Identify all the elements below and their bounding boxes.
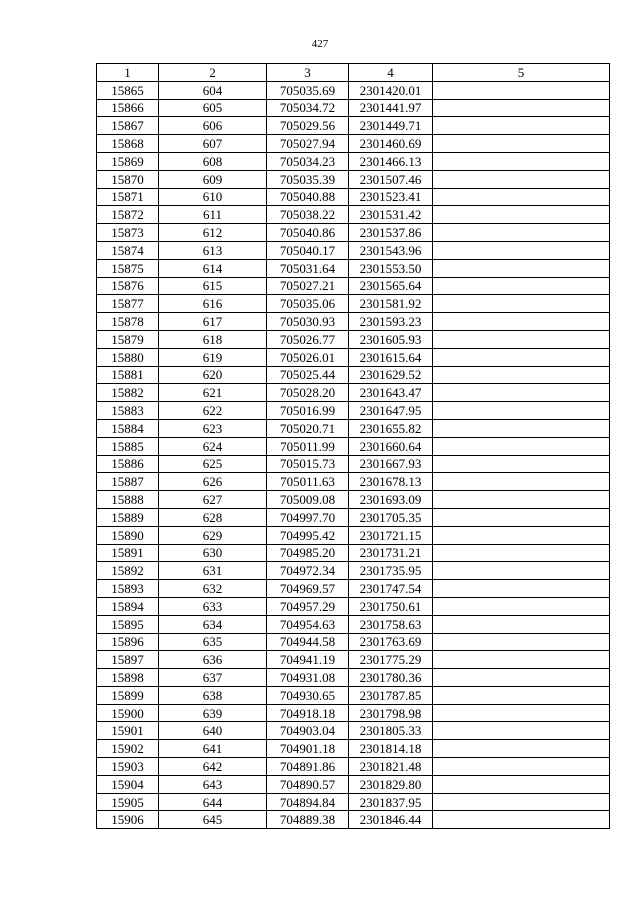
table-row — [97, 491, 610, 509]
table-cell-col-3: 705027.94 — [267, 135, 349, 153]
table-cell-col-4: 2301805.33 — [349, 722, 433, 740]
table-cell-col-2: 611 — [159, 206, 267, 224]
table-cell-col-3: 705034.72 — [267, 99, 349, 117]
table-cell-col-5 — [433, 651, 610, 669]
table-cell-col-2: 604 — [159, 81, 267, 99]
table-cell-col-4: 2301693.09 — [349, 491, 433, 509]
table-cell-col-3: 704969.57 — [267, 580, 349, 598]
table-cell-col-1: 15882 — [97, 384, 159, 402]
table-cell-col-4: 2301647.95 — [349, 402, 433, 420]
table-cell-col-4: 2301705.35 — [349, 508, 433, 526]
table-cell-col-3: 704997.70 — [267, 508, 349, 526]
table-cell-col-3: 704901.18 — [267, 740, 349, 758]
table-cell-col-1: 15880 — [97, 348, 159, 366]
table-cell-col-5 — [433, 259, 610, 277]
table-row — [97, 455, 610, 473]
table-cell-col-1: 15865 — [97, 81, 159, 99]
table-cell-col-1: 15870 — [97, 170, 159, 188]
table-cell-col-2: 632 — [159, 580, 267, 598]
table-cell-col-3: 705026.77 — [267, 330, 349, 348]
table-cell-col-1: 15875 — [97, 259, 159, 277]
table-row — [97, 99, 610, 117]
table-cell-col-2: 624 — [159, 437, 267, 455]
table-cell-col-1: 15901 — [97, 722, 159, 740]
table-cell-col-1: 15874 — [97, 241, 159, 259]
column-header-5: 5 — [433, 64, 610, 82]
table-cell-col-5 — [433, 722, 610, 740]
table-cell-col-5 — [433, 437, 610, 455]
table-cell-col-4: 2301537.86 — [349, 224, 433, 242]
table-cell-col-4: 2301731.21 — [349, 544, 433, 562]
table-cell-col-2: 639 — [159, 704, 267, 722]
table-cell-col-5 — [433, 704, 610, 722]
table-row — [97, 669, 610, 687]
table-cell-col-5 — [433, 188, 610, 206]
column-header-3: 3 — [267, 64, 349, 82]
table-cell-col-1: 15867 — [97, 117, 159, 135]
table-row — [97, 740, 610, 758]
table-cell-col-5 — [433, 775, 610, 793]
table-cell-col-5 — [433, 758, 610, 776]
table-cell-col-4: 2301593.23 — [349, 313, 433, 331]
table-cell-col-2: 608 — [159, 152, 267, 170]
table-cell-col-1: 15905 — [97, 793, 159, 811]
table-cell-col-4: 2301763.69 — [349, 633, 433, 651]
table-cell-col-2: 614 — [159, 259, 267, 277]
table-cell-col-3: 705016.99 — [267, 402, 349, 420]
table-cell-col-3: 704957.29 — [267, 597, 349, 615]
table-cell-col-5 — [433, 669, 610, 687]
table-cell-col-3: 705011.63 — [267, 473, 349, 491]
table-cell-col-2: 638 — [159, 686, 267, 704]
table-cell-col-3: 704972.34 — [267, 562, 349, 580]
table-cell-col-2: 618 — [159, 330, 267, 348]
table-cell-col-5 — [433, 562, 610, 580]
table-cell-col-5 — [433, 313, 610, 331]
table-cell-col-5 — [433, 224, 610, 242]
table-cell-col-1: 15877 — [97, 295, 159, 313]
table-cell-col-2: 634 — [159, 615, 267, 633]
table-cell-col-4: 2301735.95 — [349, 562, 433, 580]
table-cell-col-5 — [433, 135, 610, 153]
table-row — [97, 508, 610, 526]
table-cell-col-5 — [433, 491, 610, 509]
table-cell-col-5 — [433, 81, 610, 99]
table-cell-col-3: 705040.17 — [267, 241, 349, 259]
table-cell-col-2: 612 — [159, 224, 267, 242]
table-cell-col-4: 2301441.97 — [349, 99, 433, 117]
table-cell-col-2: 636 — [159, 651, 267, 669]
page-number: 427 — [311, 38, 329, 50]
table-cell-col-3: 704944.58 — [267, 633, 349, 651]
table-cell-col-1: 15902 — [97, 740, 159, 758]
table-cell-col-3: 705038.22 — [267, 206, 349, 224]
table-row — [97, 170, 610, 188]
table-cell-col-1: 15872 — [97, 206, 159, 224]
table-cell-col-4: 2301507.46 — [349, 170, 433, 188]
table-cell-col-5 — [433, 740, 610, 758]
table-cell-col-2: 635 — [159, 633, 267, 651]
table-cell-col-4: 2301787.85 — [349, 686, 433, 704]
table-row — [97, 775, 610, 793]
table-cell-col-4: 2301798.98 — [349, 704, 433, 722]
table-cell-col-3: 705026.01 — [267, 348, 349, 366]
table-cell-col-2: 607 — [159, 135, 267, 153]
table-cell-col-5 — [433, 366, 610, 384]
table-row — [97, 722, 610, 740]
table-cell-col-1: 15884 — [97, 419, 159, 437]
table-row — [97, 384, 610, 402]
table-row — [97, 526, 610, 544]
table-cell-col-2: 626 — [159, 473, 267, 491]
table-cell-col-3: 705025.44 — [267, 366, 349, 384]
table-cell-col-4: 2301449.71 — [349, 117, 433, 135]
coordinates-table — [96, 63, 610, 829]
table-cell-col-3: 705020.71 — [267, 419, 349, 437]
table-cell-col-4: 2301643.47 — [349, 384, 433, 402]
table-row — [97, 419, 610, 437]
table-cell-col-3: 704903.04 — [267, 722, 349, 740]
table-cell-col-3: 705040.88 — [267, 188, 349, 206]
table-cell-col-4: 2301660.64 — [349, 437, 433, 455]
table-cell-col-4: 2301466.13 — [349, 152, 433, 170]
table-cell-col-1: 15893 — [97, 580, 159, 598]
table-row — [97, 544, 610, 562]
table-row — [97, 580, 610, 598]
table-cell-col-1: 15871 — [97, 188, 159, 206]
table-cell-col-1: 15883 — [97, 402, 159, 420]
table-cell-col-1: 15897 — [97, 651, 159, 669]
column-header-2: 2 — [159, 64, 267, 82]
table-cell-col-1: 15869 — [97, 152, 159, 170]
table-cell-col-5 — [433, 206, 610, 224]
table-row — [97, 811, 610, 829]
table-cell-col-1: 15906 — [97, 811, 159, 829]
table-cell-col-2: 627 — [159, 491, 267, 509]
table-cell-col-3: 705031.64 — [267, 259, 349, 277]
table-cell-col-5 — [433, 348, 610, 366]
table-cell-col-5 — [433, 811, 610, 829]
table-cell-col-1: 15886 — [97, 455, 159, 473]
table-row — [97, 615, 610, 633]
table-cell-col-5 — [433, 117, 610, 135]
table-cell-col-2: 644 — [159, 793, 267, 811]
table-cell-col-1: 15899 — [97, 686, 159, 704]
table-cell-col-5 — [433, 793, 610, 811]
table-cell-col-2: 633 — [159, 597, 267, 615]
table-cell-col-1: 15866 — [97, 99, 159, 117]
table-body — [97, 81, 610, 828]
table-row — [97, 330, 610, 348]
table-row — [97, 704, 610, 722]
table-cell-col-5 — [433, 402, 610, 420]
table-row — [97, 81, 610, 99]
table-cell-col-3: 705029.56 — [267, 117, 349, 135]
table-cell-col-3: 705009.08 — [267, 491, 349, 509]
table-row — [97, 135, 610, 153]
table-cell-col-3: 704890.57 — [267, 775, 349, 793]
table-cell-col-1: 15900 — [97, 704, 159, 722]
table-cell-col-3: 705011.99 — [267, 437, 349, 455]
table-cell-col-5 — [433, 170, 610, 188]
table-cell-col-4: 2301460.69 — [349, 135, 433, 153]
table-cell-col-4: 2301747.54 — [349, 580, 433, 598]
table-header-row — [97, 64, 610, 82]
table-row — [97, 651, 610, 669]
table-row — [97, 295, 610, 313]
table-cell-col-3: 704995.42 — [267, 526, 349, 544]
table-cell-col-1: 15881 — [97, 366, 159, 384]
table-cell-col-1: 15895 — [97, 615, 159, 633]
table-cell-col-4: 2301531.42 — [349, 206, 433, 224]
table-cell-col-3: 704941.19 — [267, 651, 349, 669]
table-cell-col-5 — [433, 419, 610, 437]
table-row — [97, 562, 610, 580]
table-cell-col-5 — [433, 241, 610, 259]
table-cell-col-4: 2301829.80 — [349, 775, 433, 793]
table-cell-col-3: 705015.73 — [267, 455, 349, 473]
table-cell-col-4: 2301543.96 — [349, 241, 433, 259]
table-cell-col-1: 15904 — [97, 775, 159, 793]
table-cell-col-4: 2301629.52 — [349, 366, 433, 384]
table-row — [97, 152, 610, 170]
table-cell-col-3: 705027.21 — [267, 277, 349, 295]
table-cell-col-4: 2301837.95 — [349, 793, 433, 811]
table-cell-col-5 — [433, 597, 610, 615]
table-row — [97, 473, 610, 491]
table-cell-col-5 — [433, 580, 610, 598]
table-row — [97, 758, 610, 776]
table-row — [97, 206, 610, 224]
table-cell-col-3: 705034.23 — [267, 152, 349, 170]
table-cell-col-3: 704889.38 — [267, 811, 349, 829]
table-row — [97, 277, 610, 295]
table-row — [97, 686, 610, 704]
table-cell-col-3: 704985.20 — [267, 544, 349, 562]
table-cell-col-5 — [433, 277, 610, 295]
table-row — [97, 348, 610, 366]
table-cell-col-4: 2301523.41 — [349, 188, 433, 206]
table-cell-col-5 — [433, 384, 610, 402]
table-cell-col-2: 623 — [159, 419, 267, 437]
table-cell-col-5 — [433, 544, 610, 562]
table-cell-col-2: 625 — [159, 455, 267, 473]
table-cell-col-3: 704891.86 — [267, 758, 349, 776]
table-cell-col-3: 705035.39 — [267, 170, 349, 188]
table-cell-col-4: 2301605.93 — [349, 330, 433, 348]
table-cell-col-4: 2301581.92 — [349, 295, 433, 313]
table-cell-col-2: 605 — [159, 99, 267, 117]
column-header-1: 1 — [97, 64, 159, 82]
table-cell-col-2: 620 — [159, 366, 267, 384]
table-cell-col-1: 15878 — [97, 313, 159, 331]
table-cell-col-1: 15898 — [97, 669, 159, 687]
table-cell-col-2: 637 — [159, 669, 267, 687]
table-row — [97, 793, 610, 811]
table-cell-col-4: 2301758.63 — [349, 615, 433, 633]
table-cell-col-2: 643 — [159, 775, 267, 793]
table-row — [97, 366, 610, 384]
table-cell-col-1: 15873 — [97, 224, 159, 242]
table-cell-col-1: 15889 — [97, 508, 159, 526]
table-cell-col-5 — [433, 526, 610, 544]
table-cell-col-1: 15868 — [97, 135, 159, 153]
table-cell-col-5 — [433, 455, 610, 473]
table-cell-col-1: 15888 — [97, 491, 159, 509]
table-cell-col-4: 2301420.01 — [349, 81, 433, 99]
table-cell-col-2: 629 — [159, 526, 267, 544]
table-cell-col-4: 2301846.44 — [349, 811, 433, 829]
table-cell-col-3: 705028.20 — [267, 384, 349, 402]
table-cell-col-3: 705035.69 — [267, 81, 349, 99]
table-row — [97, 633, 610, 651]
table-cell-col-5 — [433, 686, 610, 704]
table-cell-col-2: 619 — [159, 348, 267, 366]
table-row — [97, 188, 610, 206]
table-cell-col-1: 15887 — [97, 473, 159, 491]
table-cell-col-5 — [433, 508, 610, 526]
table-cell-col-4: 2301750.61 — [349, 597, 433, 615]
table-cell-col-3: 704894.84 — [267, 793, 349, 811]
table-cell-col-3: 705040.86 — [267, 224, 349, 242]
table-cell-col-2: 609 — [159, 170, 267, 188]
table-cell-col-4: 2301821.48 — [349, 758, 433, 776]
table-cell-col-5 — [433, 295, 610, 313]
table-row — [97, 117, 610, 135]
table-cell-col-4: 2301667.93 — [349, 455, 433, 473]
table-cell-col-5 — [433, 473, 610, 491]
table-cell-col-2: 642 — [159, 758, 267, 776]
table-cell-col-3: 704931.08 — [267, 669, 349, 687]
table-cell-col-3: 705035.06 — [267, 295, 349, 313]
table-cell-col-2: 622 — [159, 402, 267, 420]
table-cell-col-1: 15891 — [97, 544, 159, 562]
table-cell-col-2: 640 — [159, 722, 267, 740]
table-cell-col-4: 2301678.13 — [349, 473, 433, 491]
table-cell-col-4: 2301775.29 — [349, 651, 433, 669]
table-cell-col-4: 2301814.18 — [349, 740, 433, 758]
table-cell-col-4: 2301780.36 — [349, 669, 433, 687]
table-cell-col-5 — [433, 615, 610, 633]
table-cell-col-2: 606 — [159, 117, 267, 135]
table-cell-col-2: 630 — [159, 544, 267, 562]
column-header-4: 4 — [349, 64, 433, 82]
table-cell-col-4: 2301553.50 — [349, 259, 433, 277]
table-cell-col-2: 621 — [159, 384, 267, 402]
table-cell-col-5 — [433, 330, 610, 348]
table-row — [97, 313, 610, 331]
table-row — [97, 224, 610, 242]
table-cell-col-2: 631 — [159, 562, 267, 580]
table-cell-col-2: 615 — [159, 277, 267, 295]
table-cell-col-1: 15876 — [97, 277, 159, 295]
table-cell-col-2: 641 — [159, 740, 267, 758]
table-row — [97, 437, 610, 455]
table-cell-col-3: 705030.93 — [267, 313, 349, 331]
table-cell-col-3: 704918.18 — [267, 704, 349, 722]
table-cell-col-2: 616 — [159, 295, 267, 313]
table-row — [97, 597, 610, 615]
table-row — [97, 402, 610, 420]
table-cell-col-2: 645 — [159, 811, 267, 829]
table-cell-col-4: 2301655.82 — [349, 419, 433, 437]
table-cell-col-1: 15879 — [97, 330, 159, 348]
table-cell-col-1: 15890 — [97, 526, 159, 544]
table-cell-col-2: 617 — [159, 313, 267, 331]
table-cell-col-5 — [433, 633, 610, 651]
table-cell-col-3: 704954.63 — [267, 615, 349, 633]
table-cell-col-2: 628 — [159, 508, 267, 526]
table-cell-col-1: 15892 — [97, 562, 159, 580]
table-cell-col-3: 704930.65 — [267, 686, 349, 704]
table-cell-col-5 — [433, 152, 610, 170]
table-cell-col-4: 2301565.64 — [349, 277, 433, 295]
table-cell-col-4: 2301615.64 — [349, 348, 433, 366]
table-cell-col-5 — [433, 99, 610, 117]
table-cell-col-1: 15903 — [97, 758, 159, 776]
table-cell-col-2: 613 — [159, 241, 267, 259]
table-cell-col-1: 15894 — [97, 597, 159, 615]
table-cell-col-4: 2301721.15 — [349, 526, 433, 544]
table-row — [97, 241, 610, 259]
table-cell-col-1: 15885 — [97, 437, 159, 455]
table-cell-col-1: 15896 — [97, 633, 159, 651]
table-cell-col-2: 610 — [159, 188, 267, 206]
table-row — [97, 259, 610, 277]
